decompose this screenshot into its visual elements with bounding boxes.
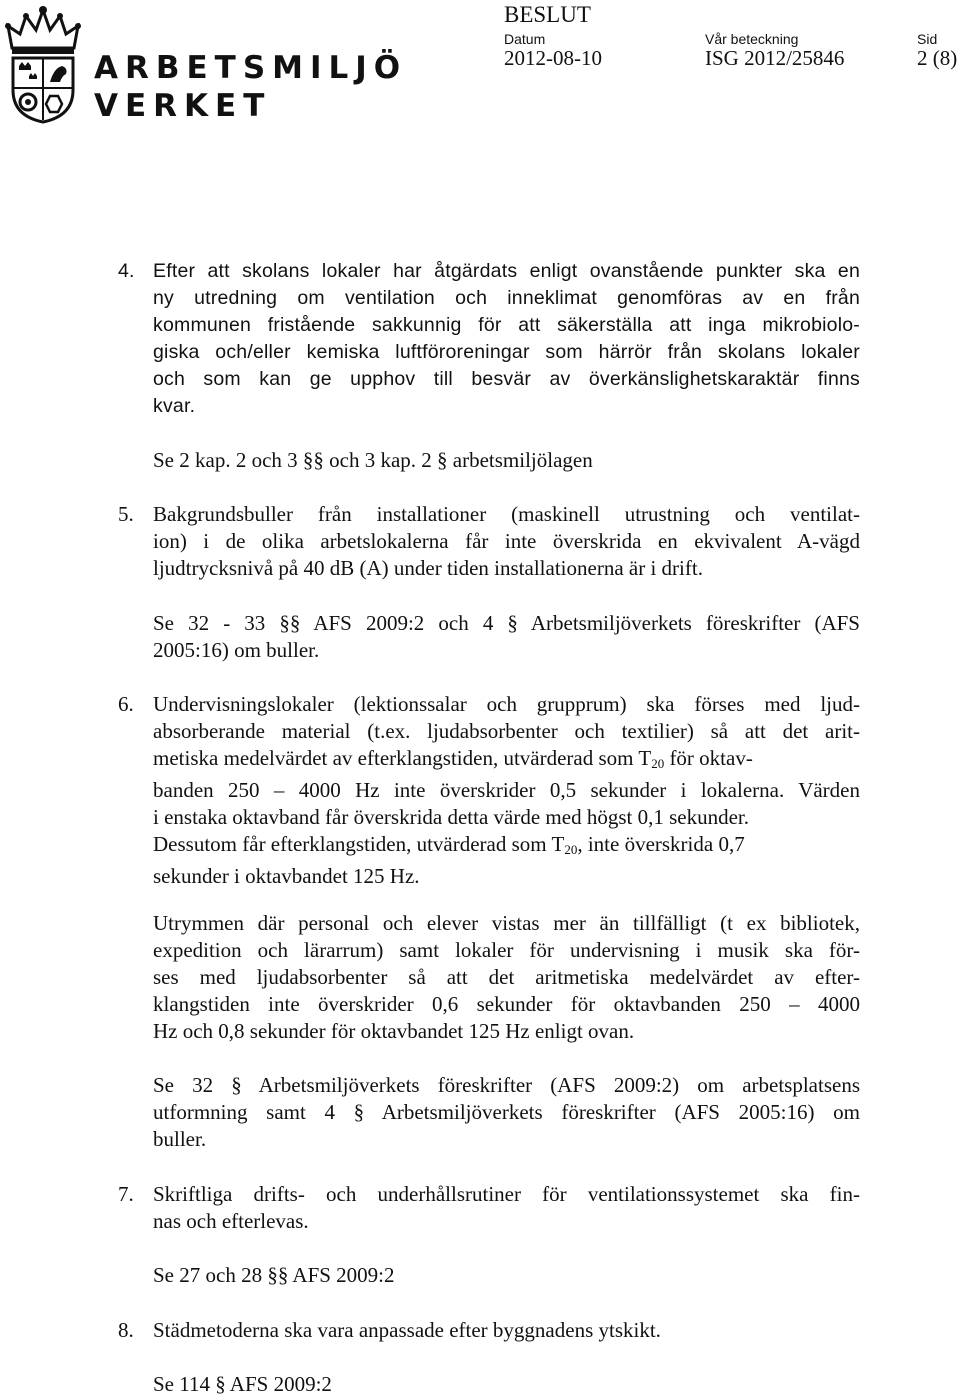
text-fragment: Dessutom får efterklangstiden, utvärderad som T	[153, 832, 565, 856]
text-line: kommunen fristående sakkunnig för att säkerställa att inga mikrobiolo-	[153, 314, 860, 336]
item-8-text: Städmetoderna ska vara anpassade efter byggnadens ytskikt.	[153, 1318, 661, 1342]
item-4-text	[153, 258, 860, 420]
subscript: 20	[564, 842, 578, 857]
text-fragment: metiska medelvärdet av efterklangstiden, utvärderad som T	[153, 746, 652, 770]
text-line: Bakgrundsbuller från installationer (maskinell utrustning och ventilat-	[153, 502, 860, 526]
page-number: 2 (8)	[917, 46, 958, 70]
text-line: och som kan ge upphov till besvär av överkänslighetskaraktär finns	[153, 368, 860, 390]
text-line: ljudtrycksnivå på 40 dB (A) under tiden installationerna är i drift.	[153, 556, 703, 580]
item-number: 8.	[118, 1318, 134, 1342]
logo-line-1: ARBETSMILJÖ	[94, 50, 408, 86]
text-line: utformning samt 4 § Arbetsmiljöverkets föreskrifter (AFS 2005:16) om	[153, 1100, 860, 1124]
date-value: 2012-08-10	[504, 46, 602, 70]
item-6-text	[153, 691, 860, 890]
text-fragment: , inte överskrida 0,7	[577, 832, 745, 856]
text-line: ny utredning om ventilation och inneklimat genomföras av en från	[153, 287, 860, 309]
item-7-text	[153, 1181, 860, 1235]
subscript: 20	[651, 756, 665, 771]
item-number: 7.	[118, 1182, 134, 1206]
text-line: expedition och lärarrum) samt lokaler för undervisning i musik ska för-	[153, 938, 860, 962]
text-line: ses med ljudabsorbenter så att det aritmetiska medelvärdet av efter-	[153, 965, 860, 989]
reference-label: Vår beteckning	[705, 31, 799, 47]
text-line: Hz och 0,8 sekunder för oktavbandet 125 Hz enligt ovan.	[153, 1019, 635, 1043]
text-line: absorberande material (t.ex. ljudabsorbenter och textilier) så att det arit-	[153, 719, 860, 743]
text-line	[153, 745, 860, 777]
crown-emblem-icon	[4, 4, 82, 124]
reference-value: ISG 2012/25846	[705, 46, 845, 70]
text-line: giska och/eller kemiska luftföroreningar som härrör från skolans lokaler	[153, 341, 860, 363]
item-8-reference: Se 114 § AFS 2009:2	[153, 1372, 332, 1396]
text-line: nas och efterlevas.	[153, 1209, 309, 1233]
text-line: 2005:16) om buller.	[153, 638, 320, 662]
item-number: 5.	[118, 502, 134, 526]
text-line: Se 32 § Arbetsmiljöverkets föreskrifter (AFS 2009:2) om arbetsplatsens	[153, 1073, 860, 1097]
item-5-reference	[153, 610, 860, 664]
logo-line-2: VERKET	[94, 88, 272, 124]
item-number: 6.	[118, 692, 134, 716]
text-line: Undervisningslokaler (lektionssalar och grupprum) ska förses med ljud-	[153, 692, 860, 716]
text-line: banden 250 – 4000 Hz inte överskrider 0,5 sekunder i lokalerna. Värden	[153, 778, 860, 802]
document-type: BESLUT	[504, 2, 591, 27]
item-6-paragraph-2	[153, 910, 860, 1045]
text-line: klangstiden inte överskrider 0,6 sekunder för oktavbanden 250 – 4000	[153, 992, 860, 1016]
text-line: i enstaka oktavband får överskrida detta värde med högst 0,1 sekunder.	[153, 805, 749, 829]
text-line	[153, 831, 860, 863]
item-number: 4.	[118, 260, 135, 282]
text-line: Utrymmen där personal och elever vistas mer än tillfälligt (t ex bibliotek,	[153, 911, 860, 935]
text-line: Efter att skolans lokaler har åtgärdats enligt ovanstående punkter ska en	[153, 260, 860, 282]
agency-logo	[4, 4, 408, 126]
page-label: Sid	[917, 31, 938, 47]
text-line: ion) i de olika arbetslokalerna får inte överskrida en ekvivalent A-vägd	[153, 529, 860, 553]
text-fragment: för oktav-	[664, 746, 753, 770]
item-5-text	[153, 501, 860, 582]
item-4-reference: Se 2 kap. 2 och 3 §§ och 3 kap. 2 § arbetsmiljölagen	[153, 448, 593, 472]
text-line: Se 32 - 33 §§ AFS 2009:2 och 4 § Arbetsmiljöverkets föreskrifter (AFS	[153, 611, 860, 635]
text-line: kvar.	[153, 395, 196, 417]
date-label: Datum	[504, 31, 546, 47]
item-7-reference: Se 27 och 28 §§ AFS 2009:2	[153, 1263, 395, 1287]
text-line: Skriftliga drifts- och underhållsrutiner för ventilationssystemet ska fin-	[153, 1182, 860, 1206]
text-line: buller.	[153, 1127, 207, 1151]
text-line: sekunder i oktavbandet 125 Hz.	[153, 864, 420, 888]
item-6-reference	[153, 1072, 860, 1153]
